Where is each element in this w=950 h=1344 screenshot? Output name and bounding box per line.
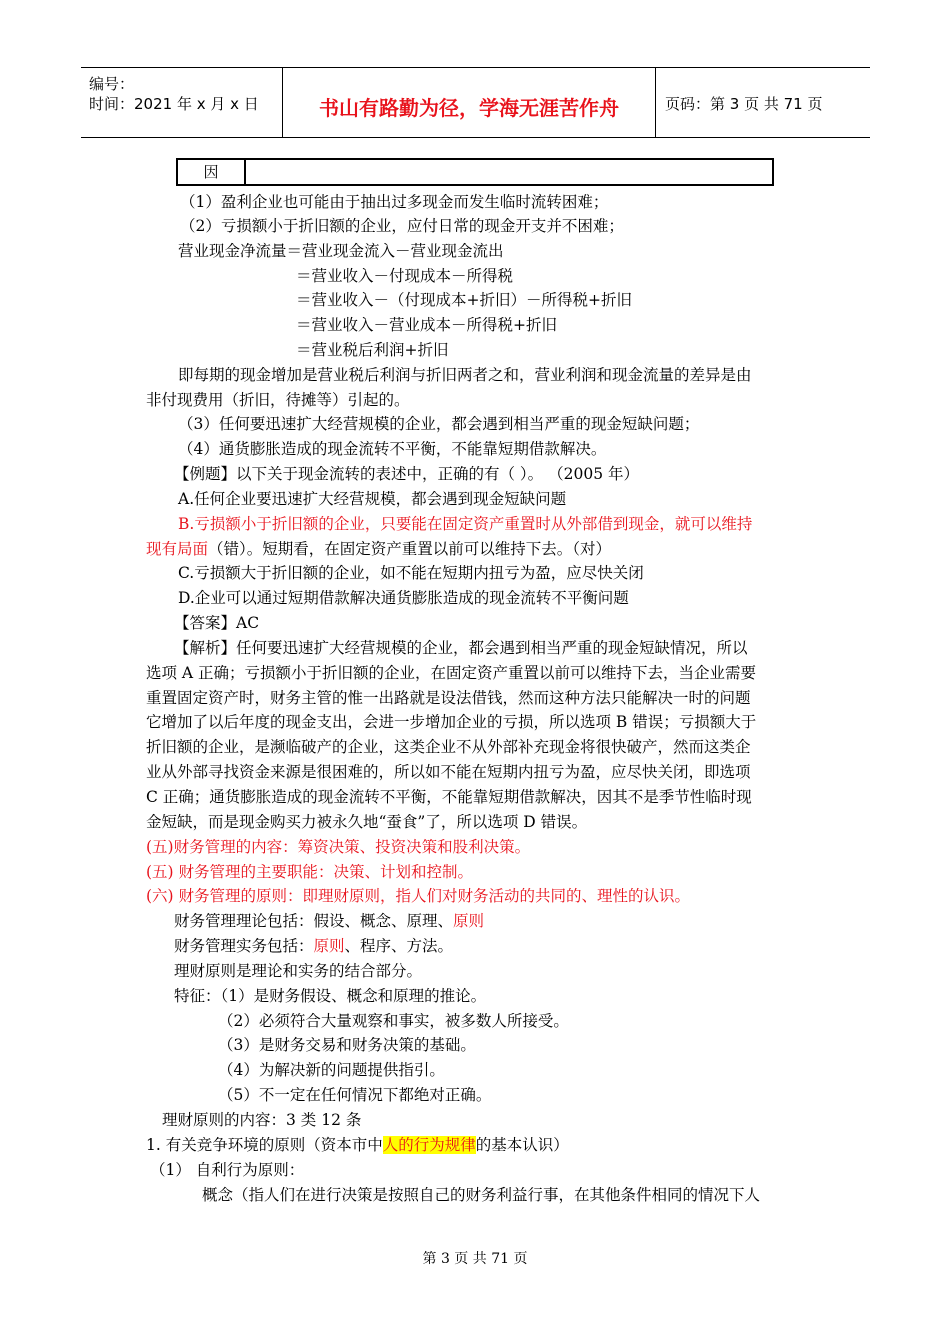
text-line: 非付现费用（折旧，待摊等）引起的。 [146, 391, 410, 409]
analysis-line: 【解析】任何要迅速扩大经营规模的企业，都会遇到相当严重的现金短缺情况，所以 [174, 639, 748, 657]
highlight-text: 原则 [313, 937, 345, 955]
header-motto: 书山有路勤为径，学海无涯苦作舟 [319, 96, 619, 120]
text-line: （1） 自利行为原则： [150, 1161, 305, 1179]
text-line: ＝营业收入－营业成本－所得税+折旧 [296, 316, 557, 334]
text-line: （1）盈利企业也可能由于抽出过多现金而发生临时流转困难； [180, 193, 609, 211]
section-heading: (五) 财务管理的主要职能：决策、计划和控制。 [146, 863, 474, 881]
section-heading: (五)财务管理的内容：筹资决策、投资决策和股利决策。 [146, 838, 531, 856]
text-line: （3）任何要迅速扩大经营规模的企业，都会遇到相当严重的现金短缺问题； [178, 415, 700, 433]
text-line [146, 1135, 569, 1155]
text-line: （2）亏损额小于折旧额的企业，应付日常的现金开支并不困难； [180, 217, 624, 235]
text-line: 即每期的现金增加是营业税后利润与折旧两者之和，营业利润和现金流量的差异是由 [178, 366, 752, 384]
text-line: 理财原则的内容：3 类 12 条 [162, 1111, 362, 1129]
text-line: （2）必须符合大量观察和事实，被多数人所接受。 [218, 1012, 569, 1030]
text-span: 、程序、方法。 [344, 937, 454, 955]
text-span: 财务管理实务包括： [174, 937, 314, 955]
analysis-line: 金短缺，而是现金购买力被永久地“蚕食”了，所以选项 D 错误。 [146, 813, 588, 831]
analysis-line: 业从外部寻找资金来源是很困难的，所以如不能在短期内扭亏为盈，应尽快关闭，即选项 [146, 763, 751, 781]
analysis-line: 重置固定资产时，财务主管的惟一出路就是设法借钱，然而这种方法只能解决一时的问题 [146, 689, 751, 707]
answer: 【答案】AC [174, 614, 260, 632]
option-b-tail: 现有局面 [146, 540, 209, 558]
page-header [81, 67, 870, 138]
table-cell: 因 [178, 160, 246, 184]
header-meta [81, 68, 281, 137]
page-footer: 第 3 页 共 71 页 [422, 1251, 528, 1267]
text-line [174, 936, 453, 956]
text-line: （5）不一定在任何情况下都绝对正确。 [218, 1086, 492, 1104]
text-line [174, 911, 484, 931]
highlighted-text: 人的行为规律 [382, 1136, 476, 1154]
header-page-number: 页码：第 3 页 共 71 页 [665, 95, 823, 113]
example-question: 【例题】以下关于现金流转的表述中，正确的有（ ）。 （2005 年） [174, 465, 639, 483]
text-line: 特征：（1）是财务假设、概念和原理的推论。 [174, 987, 487, 1005]
text-line: （4）通货膨胀造成的现金流转不平衡，不能靠短期借款解决。 [178, 440, 607, 458]
text-span: 财务管理理论包括：假设、概念、原理、 [174, 912, 454, 930]
text-span: 1. 有关竞争环境的原则（资本市中 [146, 1136, 383, 1154]
text-line: ＝营业税后利润+折旧 [296, 341, 449, 359]
option-c: C.亏损额大于折旧额的企业，如不能在短期内扭亏为盈，应尽快关闭 [178, 564, 644, 582]
text-line: （4）为解决新的问题提供指引。 [218, 1061, 445, 1079]
text-line: 概念（指人们在进行决策是按照自己的财务利益行事，在其他条件相同的情况下人 [202, 1186, 761, 1204]
text-line: 理财原则是理论和实务的结合部分。 [174, 962, 423, 980]
text-line: ＝营业收入－付现成本－所得税 [296, 267, 514, 285]
header-motto-cell [282, 68, 656, 137]
analysis-line: 折旧额的企业，是濒临破产的企业，这类企业不从外部补充现金将很快破产，然而这类企 [146, 738, 751, 756]
text-span: 的基本认识） [475, 1136, 569, 1154]
analysis-line: 选项 A 正确；亏损额小于折旧额的企业，在固定资产重置以前可以维持下去，当企业需要 [146, 664, 757, 682]
option-b: B.亏损额小于折旧额的企业，只要能在固定资产重置时从外部借到现金，就可以维持 [178, 515, 753, 533]
option-b-note: （错）。短期看，在固定资产重置以前可以维持下去。（对） [208, 540, 612, 558]
highlight-text: 原则 [453, 912, 485, 930]
option-b-continuation [146, 539, 611, 559]
table-fragment [176, 158, 774, 186]
option-d: D.企业可以通过短期借款解决通货膨胀造成的现金流转不平衡问题 [178, 589, 629, 607]
text-line: 营业现金净流量＝营业现金流入－营业现金流出 [178, 242, 504, 260]
text-line: （3）是财务交易和财务决策的基础。 [218, 1036, 476, 1054]
header-id: 编号： [89, 75, 135, 93]
analysis-line: C 正确；通货膨胀造成的现金流转不平衡，不能靠短期借款解决，因其不是季节性临时现 [146, 788, 752, 806]
header-date: 时间：2021 年 x 月 x 日 [89, 95, 259, 113]
section-heading: (六) 财务管理的原则：即理财原则，指人们对财务活动的共同的、理性的认识。 [146, 887, 691, 905]
header-page-cell [655, 68, 870, 137]
text-line: ＝营业收入－（付现成本+折旧）－所得税+折旧 [296, 291, 632, 309]
option-a: A.任何企业要迅速扩大经营规模，都会遇到现金短缺问题 [178, 490, 567, 508]
analysis-line: 它增加了以后年度的现金支出，会进一步增加企业的亏损，所以选项 B 错误；亏损额大于 [146, 713, 757, 731]
